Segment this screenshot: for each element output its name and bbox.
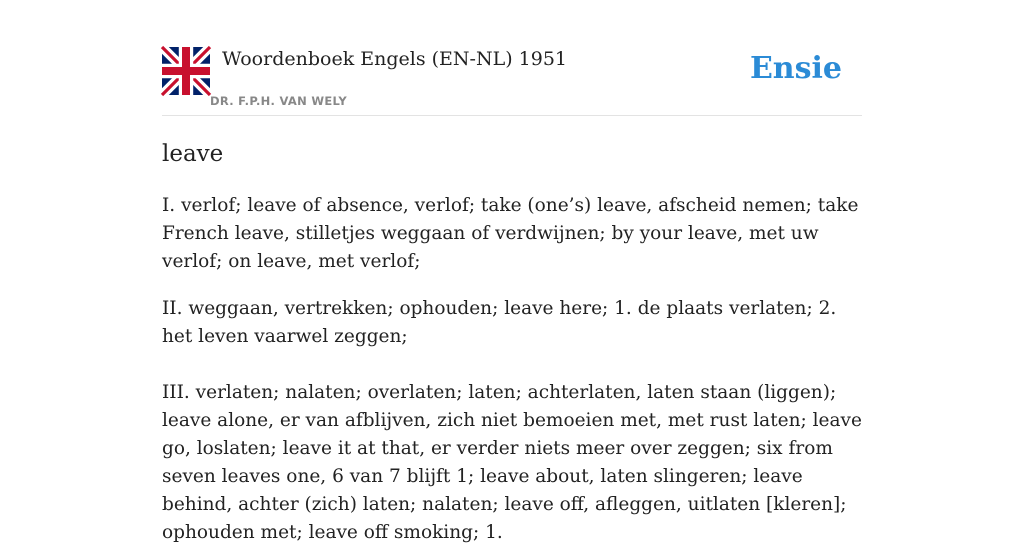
ensie-logo-link[interactable]: Ensie <box>749 51 842 86</box>
dictionary-header <box>162 46 862 116</box>
dictionary-author: DR. F.P.H. VAN WELY <box>210 94 347 108</box>
entry-sense-2: II. weggaan, vertrekken; ophouden; leave here; 1. de plaats verlaten; 2. het leven vaarwel zeggen; <box>162 298 837 347</box>
header-divider <box>162 115 862 116</box>
entry-body <box>162 192 862 547</box>
entry-sense-1: I. verlof; leave of absence, verlof; take (one’s) leave, afscheid nemen; take French leave, stilletjes weggaan of verdwijnen; by your leave, met uw verlof; on leave, met verlof; <box>162 195 859 272</box>
entry-sense-3: III. verlaten; nalaten; overlaten; laten; achterlaten, laten staan (liggen); leave alone, er van afblijven, zich niet bemoeien met, met rust laten; leave go, loslaten; leave it at that, er verder niets meer over zeggen; six from seven leaves one, 6 van 7 blijft 1; leave about, laten slingeren; leave behind, achter (zich) laten; nalaten; leave off, afleggen, uitlaten [kleren]; ophouden met; leave off smoking; 1. <box>162 382 862 543</box>
uk-flag-icon <box>162 47 210 95</box>
dictionary-title[interactable]: Woordenboek Engels (EN-NL) 1951 <box>222 48 567 70</box>
entry-headword: leave <box>162 141 224 167</box>
